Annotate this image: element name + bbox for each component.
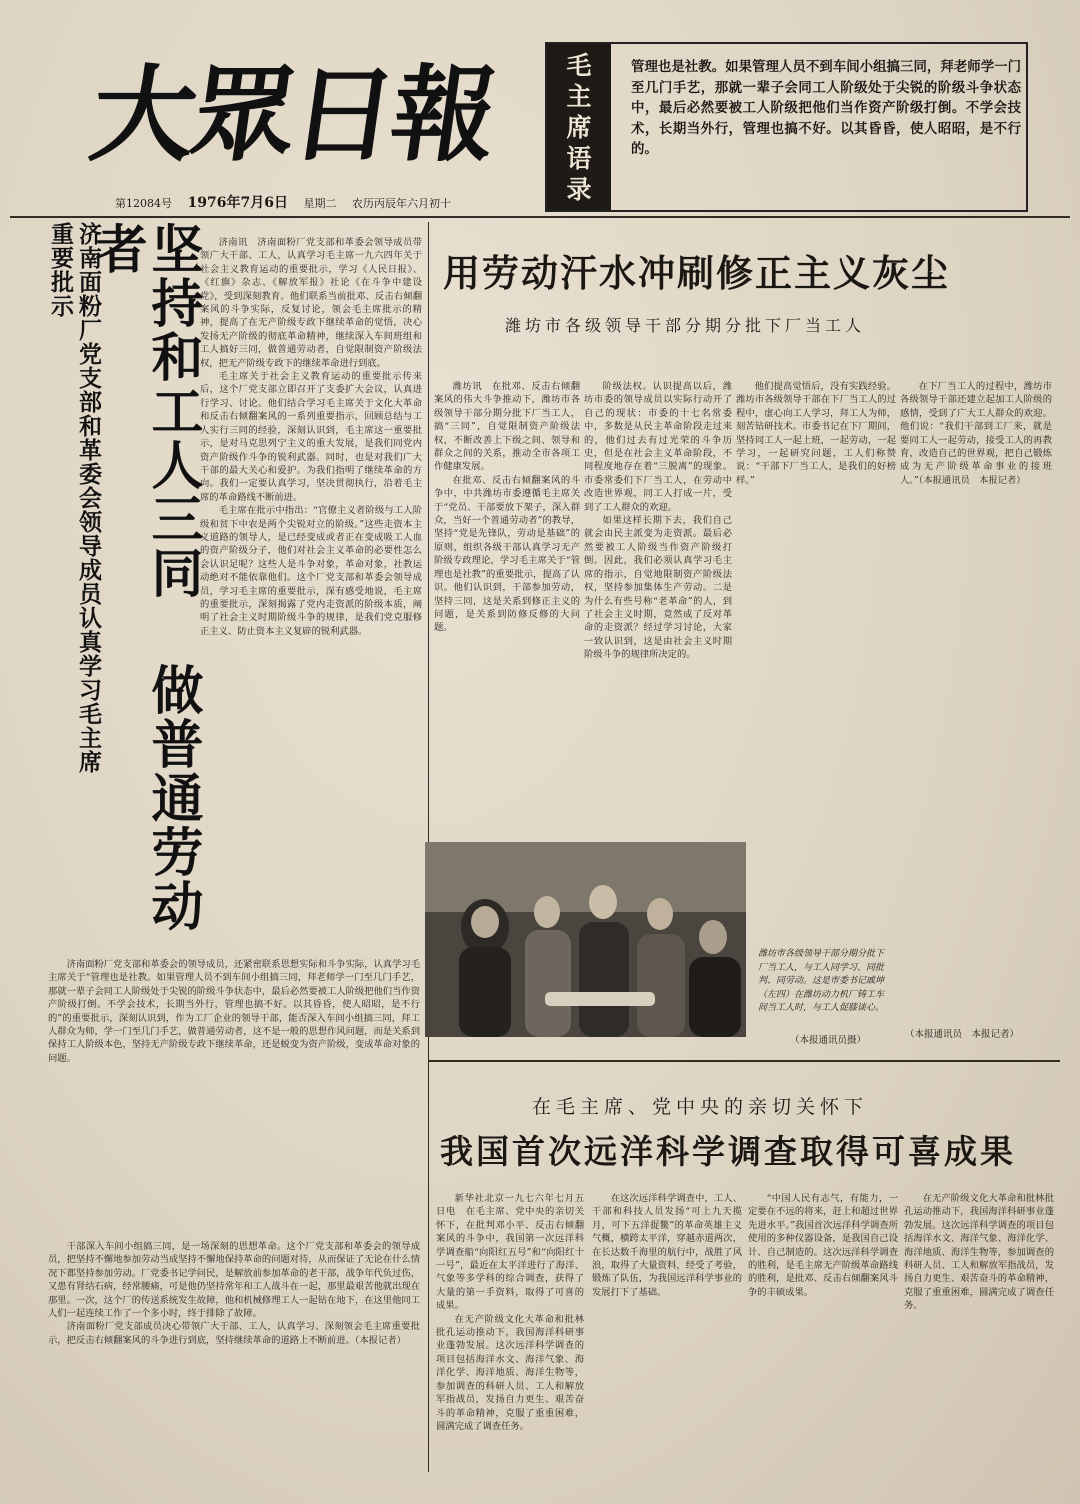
left-article-headline: 坚持和工人三同 做普通劳动者: [86, 222, 203, 933]
quotation-label-char: 主: [566, 82, 592, 111]
quotation-label-char: 毛: [566, 51, 592, 80]
masthead-title: 大眾日報: [83, 53, 501, 176]
article-paragraph: 干部深入车间小组搞三同，是一场深刻的思想革命。这个厂党支部和革委会的领导成员，把坚持不懈地参加劳动当成坚持不懈地保持革命的问题对待，从而保证了无论在什么情况下都坚持参加劳动。厂党委书记学问民，是解放前参加革命的老干部，战争年代负过伤，又患有肾结石病，经常腰痛，可是他仍坚持常年和工人战斗在一起，那里最艰苦他就出现在那里。一次，这个厂的传送系统发生故障，他和机械修理工人一起钻在地下，在这里他同工人们一起连续工作了一个多小时，终于排除了故障。: [48, 1241, 420, 1320]
main-article-byline: （本报通讯员 本报记者）: [905, 1029, 1020, 1040]
article-paragraph: 在下厂当工人的过程中，潍坊市各级领导干部还建立起加工人阶级的感情，受到了广大工人群众的欢迎。他们说：“我们干部到工厂来，就是要同工人一起劳动，接受工人的再教育，改造自己的世界观，把自己锻炼成为无产阶级革命事业的接班人。”（本报通讯员 本报记者）: [900, 381, 1052, 486]
article-paragraph: 毛主席关于社会主义教育运动的重要批示传来后，这个厂党支部立即召开了支委扩大会议，认真进行学习、讨论。他们结合学习毛主席关于文化大革命和反击右倾翻案风的一系列重要指示，回顾总结与工人实行三同的经验，深刻认识到，毛主席这一重要批示，是对马克思列宁主义的重大发展，是我们同党内资产阶级作斗争的锐利武器。同时，也是对我们广大干部的最大关心和爱护。为我们指明了继续革命的方向。我们一定要认真学习，坚决贯彻执行，沿着毛主席的革命路线不断前进。: [200, 371, 422, 503]
issue-line: [115, 192, 535, 212]
article-paragraph: 毛主席在批示中指出：“官僚主义者阶级与工人阶级和贫下中农是两个尖锐对立的阶级。”这些走资本主义道路的领导人，是已经变成或者正在变成吸工人血的资产阶级分子，他们对社会主义革命的必要性怎么会认识足呢？这些人是斗争对象，革命对象，社教运动绝对不能依靠他们。这个厂党支部和革委会领导成员，学习毛主席的重要批示，深有感受地说，毛主席的重要批示，深刻揭露了党内走资派的阶级本质，阐明了社会主义时期阶级斗争的规律，是我们党克服修正主义、防止资本主义复辟的锐利武器。: [200, 505, 422, 637]
issue-number: 第12084号: [115, 197, 172, 210]
quotation-label-char: 录: [566, 175, 592, 204]
main-article-col-2: [584, 380, 732, 835]
article-paragraph: 在无产阶级文化大革命和批林批孔运动推动下，我国海洋科研事业蓬勃发展。这次远洋科学调查的项目包括海洋水文、海洋气象、海洋化学、海洋地质、海洋生物等，参加调查的科研人员、工人和解放军指战员，发扬自力更生、艰苦奋斗的革命精神，克服了重重困难，圆满完成了调查任务。: [436, 1313, 584, 1432]
left-article-body-middle: [48, 958, 420, 1238]
bottom-article-kicker: 在毛主席、党中央的亲切关怀下: [532, 1096, 869, 1118]
quotation-label: [547, 44, 611, 210]
article-paragraph: 新华社北京一九七六年七月五日电 在毛主席、党中央的亲切关怀下，在批判邓小平、反击右倾翻案风的斗争中，我国第一次远洋科学调查船“向阳红五号”和“向阳红十一号”，最近在太平洋进行了海洋、气象等多学科的综合调查，获得了大量的第一手资料，取得了可喜的成果。: [436, 1193, 584, 1312]
left-article-body-top: [200, 236, 422, 950]
left-article-subhead: 济南面粉厂党支部和革委会领导成员认真学习毛主席重要批示: [47, 222, 101, 774]
photo-caption: [758, 948, 888, 1028]
quotation-box: [545, 42, 1028, 212]
photo-illustration: [425, 842, 746, 1037]
main-article-col-3: [736, 380, 896, 940]
photo-credit: （本报通讯员摄）: [790, 1035, 867, 1046]
left-article-body-bottom: [48, 1240, 420, 1456]
issue-date: 1976年7月6日: [187, 195, 288, 211]
lunar-date: 农历丙辰年六月初十: [351, 197, 451, 210]
section-rule: [428, 1060, 1060, 1062]
article-paragraph: 在这次远洋科学调查中，工人、干部和科技人员发扬“可上九天揽月，可下五洋捉鳖”的革命英雄主义气概，横跨太平洋，穿越赤道两次，在长达数千海里的航行中，战胜了风浪，取得了大量资料，经受了考验，锻炼了队伍，为我国远洋科学事业的发展打下了基础。: [592, 1193, 742, 1298]
article-paragraph: 济南讯 济南面粉厂党支部和革委会领导成员带领广大干部、工人，认真学习毛主席一九六四年关于社会主义教育运动的重要批示，学习《人民日报》、《红旗》杂志、《解放军报》社论《在斗争中建设党》，受到深刻教育。他们联系当前批邓、反击右倾翻案风的斗争实际，反复讨论，领会毛主席批示的精神，提高了在无产阶级专政下继续革命的觉悟，决心发扬无产阶级的彻底革命精神，继续深入车间班组和工人搞好三同，做普通劳动者，自觉限制资产阶级法权，把无产阶级专政下的继续革命进行到底。: [200, 237, 422, 369]
issue-weekday: 星期二: [303, 197, 337, 210]
article-paragraph: 阶级法权。认识提高以后，潍坊市委的领导成员以实际行动开了自己的现状：市委的十七名常委中，多数是从民主革命阶段走过来的，他们过去有过光荣的斗争历史，但是在社会主义革命阶段，不同程度地存在着“三脱离”的现象。市委常委们下厂当工人，在劳动中改造世界观，同工人打成一片，受到了工人群众的欢迎。: [584, 381, 732, 513]
bottom-article-col-3: [748, 1192, 898, 1468]
bottom-article-col-1: [436, 1192, 584, 1468]
article-paragraph: 在无产阶级文化大革命和批林批孔运动推动下，我国海洋科研事业蓬勃发展。这次远洋科学调查的项目包括海洋水文、海洋气象、海洋化学、海洋地质、海洋生物等，参加调查的科研人员、工人和解放军指战员，发扬自力更生、艰苦奋斗的革命精神，克服了重重困难，圆满完成了调查任务。: [904, 1193, 1054, 1312]
bottom-article-headline: 我国首次远洋科学调查取得可喜成果: [440, 1132, 1016, 1171]
quotation-text: 管理也是社教。如果管理人员不到车间小组搞三同，拜老师学一门至几门手艺，那就一辈子会同工人阶级处于尖锐的阶级斗争状态中，最后必然要被工人阶级把他们当作资产阶级打倒。不学会技术，长期当外行，管理也搞不好。以其昏昏，使人昭昭，是不行的。: [631, 60, 1021, 157]
main-article-headline: 用劳动汗水冲刷修正主义灰尘: [443, 252, 950, 295]
main-article-col-4: [900, 380, 1052, 1020]
article-paragraph: 在批邓、反击右倾翻案风的斗争中，中共潍坊市委遵循毛主席关于“党员、干部要放下架子，深入群众，当好一个普通劳动者”的教导，坚持“党是先锋队，劳动是基础”的原则，组织各级干部认真学习无产阶级专政理论，学习毛主席关于“管理也是社教”的重要批示，提高了认识。他们认识到，干部参加劳动，坚持三同，这是关系到修正主义的问题，是关系到防修反修的大问题。: [434, 474, 580, 634]
bottom-article-col-4: [904, 1192, 1054, 1468]
article-paragraph: “中国人民有志气，有能力，一定要在不远的将来，赶上和超过世界先进水平。”我国首次远洋科学调查所使用的多种仪器设备，是我国自己设计、自己制造的。这次远洋科学调查的胜利，是毛主席无产阶级革命路线的胜利，是批邓、反击右倾翻案风斗争的丰硕成果。: [748, 1193, 898, 1298]
news-photo: [425, 842, 746, 1037]
masthead-rule: [10, 216, 1070, 218]
quotation-label-char: 席: [566, 113, 592, 142]
article-paragraph: 潍坊讯 在批邓、反击右倾翻案风的伟大斗争推动下，潍坊市各级领导干部分期分批下厂当工人，搞“三同”，自觉限制资产阶级法权，不断改善上下级之间、领导和群众之间的关系，推动全市各项工作健康发展。: [434, 381, 580, 473]
article-paragraph: 他们提高觉悟后，没有实践经验。潍坊市各级领导干部在下厂当工人的过程中，虚心向工人学习，拜工人为师，刻苦钻研技术。市委书记在下厂期间，坚持同工人一起上班，一起劳动，一起学习，一起研究问题，工人们称赞说：“干部下厂当工人，是我们的好榜样。”: [736, 381, 896, 486]
main-article-col-1: [434, 380, 580, 835]
main-article-subhead: 潍坊市各级领导干部分期分批下厂当工人: [505, 316, 866, 335]
bottom-article-col-2: [592, 1192, 742, 1468]
article-paragraph: 如果这样长期下去，我们自己就会由民主派变为走资派。最后必然要被工人阶级当作资产阶级打倒。因此，我们必须认真学习毛主席的指示，自觉地限制资产阶级法权，坚持参加集体生产劳动。二是为什么有些号称“老革命”的人，到了社会主义时期，竟然成了反对革命的走资派？经过学习讨论，大家一致认识到，这是由社会主义时期阶级斗争的规律所决定的。: [584, 515, 732, 661]
article-paragraph: 济南面粉厂党支部成员决心带领广大干部、工人，认真学习、深刻领会毛主席重要批示，把反击右倾翻案风的斗争进行到底，坚持继续革命的道路上不断前进。（本报记者）: [48, 1321, 420, 1346]
article-paragraph: 济南面粉厂党支部和革委会的领导成员，还紧密联系思想实际和斗争实际，认真学习毛主席关于“管理也是社教。如果管理人员不到车间小组搞三同，拜老师学一门至几门手艺，那就一辈子会同工人阶级处于尖锐的阶级斗争状态中，最后必然要被工人阶级把他们当作资产阶级打倒。不学会技术，长期当外行，管理也搞不好。以其昏昏，使人昭昭，是不行的”的重要批示，深刻认识到，作为工厂企业的领导干部，能否深入车间小组搞三同，拜工人群众为师，学一门至几门手艺，做普通劳动者，这不是一般的思想作风问题，而是关系到保持工人阶级本色，坚持无产阶级专政下继续革命，还是蜕变为资产阶级，变成革命对象的问题。: [48, 959, 420, 1064]
quotation-label-char: 语: [566, 144, 592, 173]
photo-caption-text: 潍坊市各级领导干部分期分批下厂当工人，与工人同学习、同批判、同劳动。这是市委书记戚坤（左四）在潍坊动力机厂铸工车间当工人时，与工人促膝谈心。: [758, 949, 885, 1013]
